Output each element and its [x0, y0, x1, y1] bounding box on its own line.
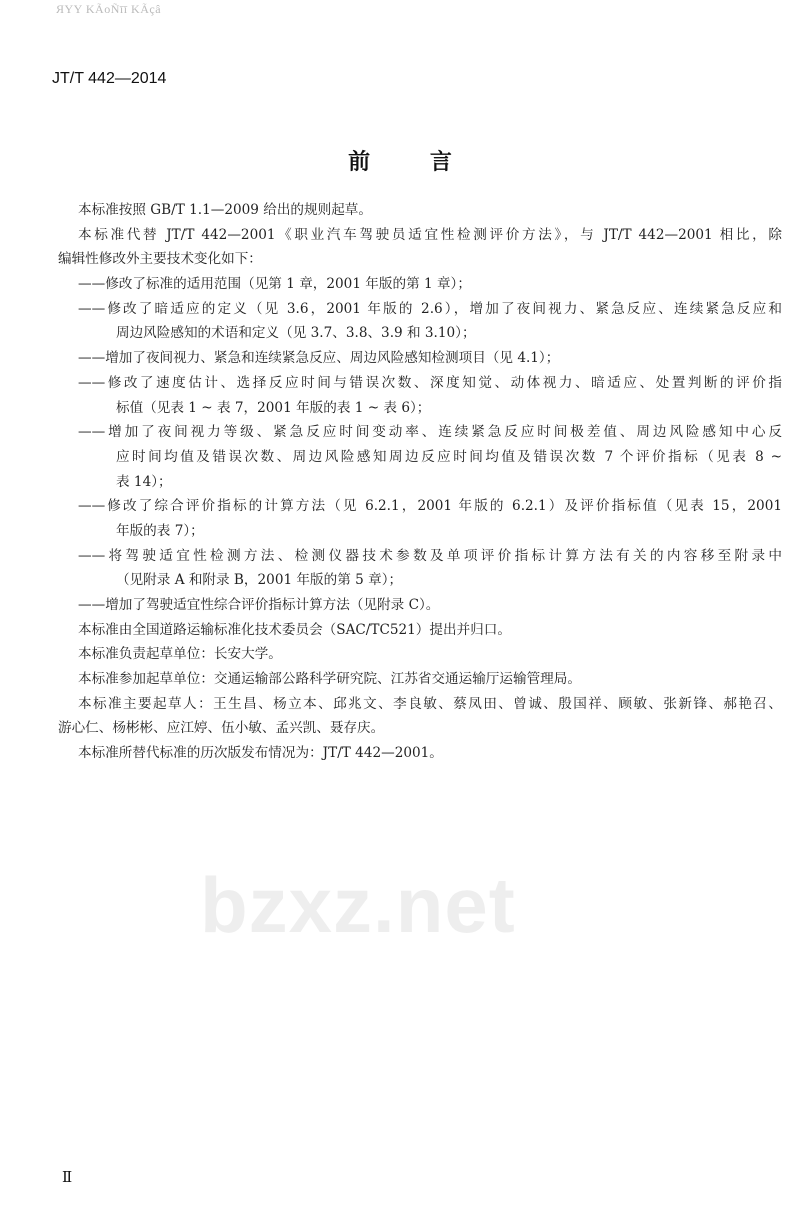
text-line: ——修改了速度估计、选择反应时间与错误次数、深度知觉、动体视力、暗适应、处置判断的评价指 — [78, 374, 782, 391]
document-body — [58, 198, 782, 766]
text-line: 本标准负责起草单位：长安大学。 — [78, 646, 282, 663]
list-item — [58, 371, 782, 420]
page-number: Ⅱ — [62, 1168, 73, 1186]
text-line: ——增加了夜间视力等级、紧急反应时间变动率、连续紧急反应时间极差值、周边风险感知中心反 — [78, 424, 782, 441]
list-item — [58, 494, 782, 543]
paragraph — [58, 223, 782, 272]
text-line: ——将驾驶适宜性检测方法、检测仪器技术参数及单项评价指标计算方法有关的内容移至附录中 — [78, 547, 782, 564]
top-mark: ЯΥΥ KÃoÑīī KÃçâ — [56, 2, 162, 16]
list-item — [58, 544, 782, 593]
paragraph — [58, 618, 782, 643]
paragraph — [58, 198, 782, 223]
text-line: 本标准主要起草人：王生昌、杨立本、邱兆文、李良敏、蔡凤田、曾诚、殷国祥、顾敏、张新锋、郝艳召、 — [78, 695, 782, 712]
text-line: ——修改了综合评价指标的计算方法（见 6.2.1，2001 年版的 6.2.1）及评价指标值（见表 15，2001 — [78, 498, 782, 515]
text-line: ——修改了标准的适用范围（见第 1 章，2001 年版的第 1 章）； — [78, 276, 471, 293]
list-item — [58, 297, 782, 346]
text-line: 本标准所替代标准的历次版发布情况为：JT/T 442—2001。 — [78, 745, 443, 762]
text-line: 周边风险感知的术语和定义（见 3.7、3.8、3.9 和 3.10）； — [116, 325, 476, 342]
text-line: 年版的表 7）； — [116, 522, 204, 539]
paragraph — [58, 692, 782, 741]
list-item — [58, 272, 782, 297]
text-line: 本标准参加起草单位：交通运输部公路科学研究院、江苏省交通运输厅运输管理局。 — [78, 671, 581, 688]
text-line: 本标准按照 GB/T 1.1—2009 给出的规则起草。 — [78, 202, 372, 218]
text-line: （见附录 A 和附录 B，2001 年版的第 5 章）； — [116, 572, 403, 589]
document-number: JT/T 442—2014 — [52, 70, 167, 87]
paragraph — [58, 667, 782, 692]
list-item — [58, 593, 782, 618]
text-line: 游心仁、杨彬彬、应江婷、伍小敏、孟兴凯、聂存庆。 — [58, 720, 385, 737]
text-line: 标值（见表 1 ~ 表 7，2001 年版的表 1 ~ 表 6）； — [116, 399, 431, 416]
list-item — [58, 346, 782, 371]
paragraph — [58, 741, 782, 766]
text-line: ——增加了驾驶适宜性综合评价指标计算方法（见附录 C）。 — [78, 597, 440, 613]
paragraph — [58, 642, 782, 667]
text-line: 编辑性修改外主要技术变化如下： — [58, 251, 262, 268]
text-line: 本标准代替 JT/T 442—2001《职业汽车驾驶员适宜性检测评价方法》，与 JT/T 442—2001 相比，除 — [78, 226, 782, 243]
text-line: 应时间均值及错误次数、周边风险感知周边反应时间均值及错误次数 7 个评价指标（见表 8 ~ — [116, 448, 782, 465]
watermark: bzxz.net — [200, 861, 516, 949]
text-line: 本标准由全国道路运输标准化技术委员会（SAC/TC521）提出并归口。 — [78, 621, 511, 638]
page-title: 前 言 — [348, 150, 478, 175]
text-line: ——修改了暗适应的定义（见 3.6，2001 年版的 2.6），增加了夜间视力、紧急反应、连续紧急反应和 — [78, 300, 782, 317]
text-line: ——增加了夜间视力、紧急和连续紧急反应、周边风险感知检测项目（见 4.1）； — [78, 350, 560, 367]
list-item — [58, 420, 782, 494]
text-line: 表 14）； — [116, 473, 172, 490]
